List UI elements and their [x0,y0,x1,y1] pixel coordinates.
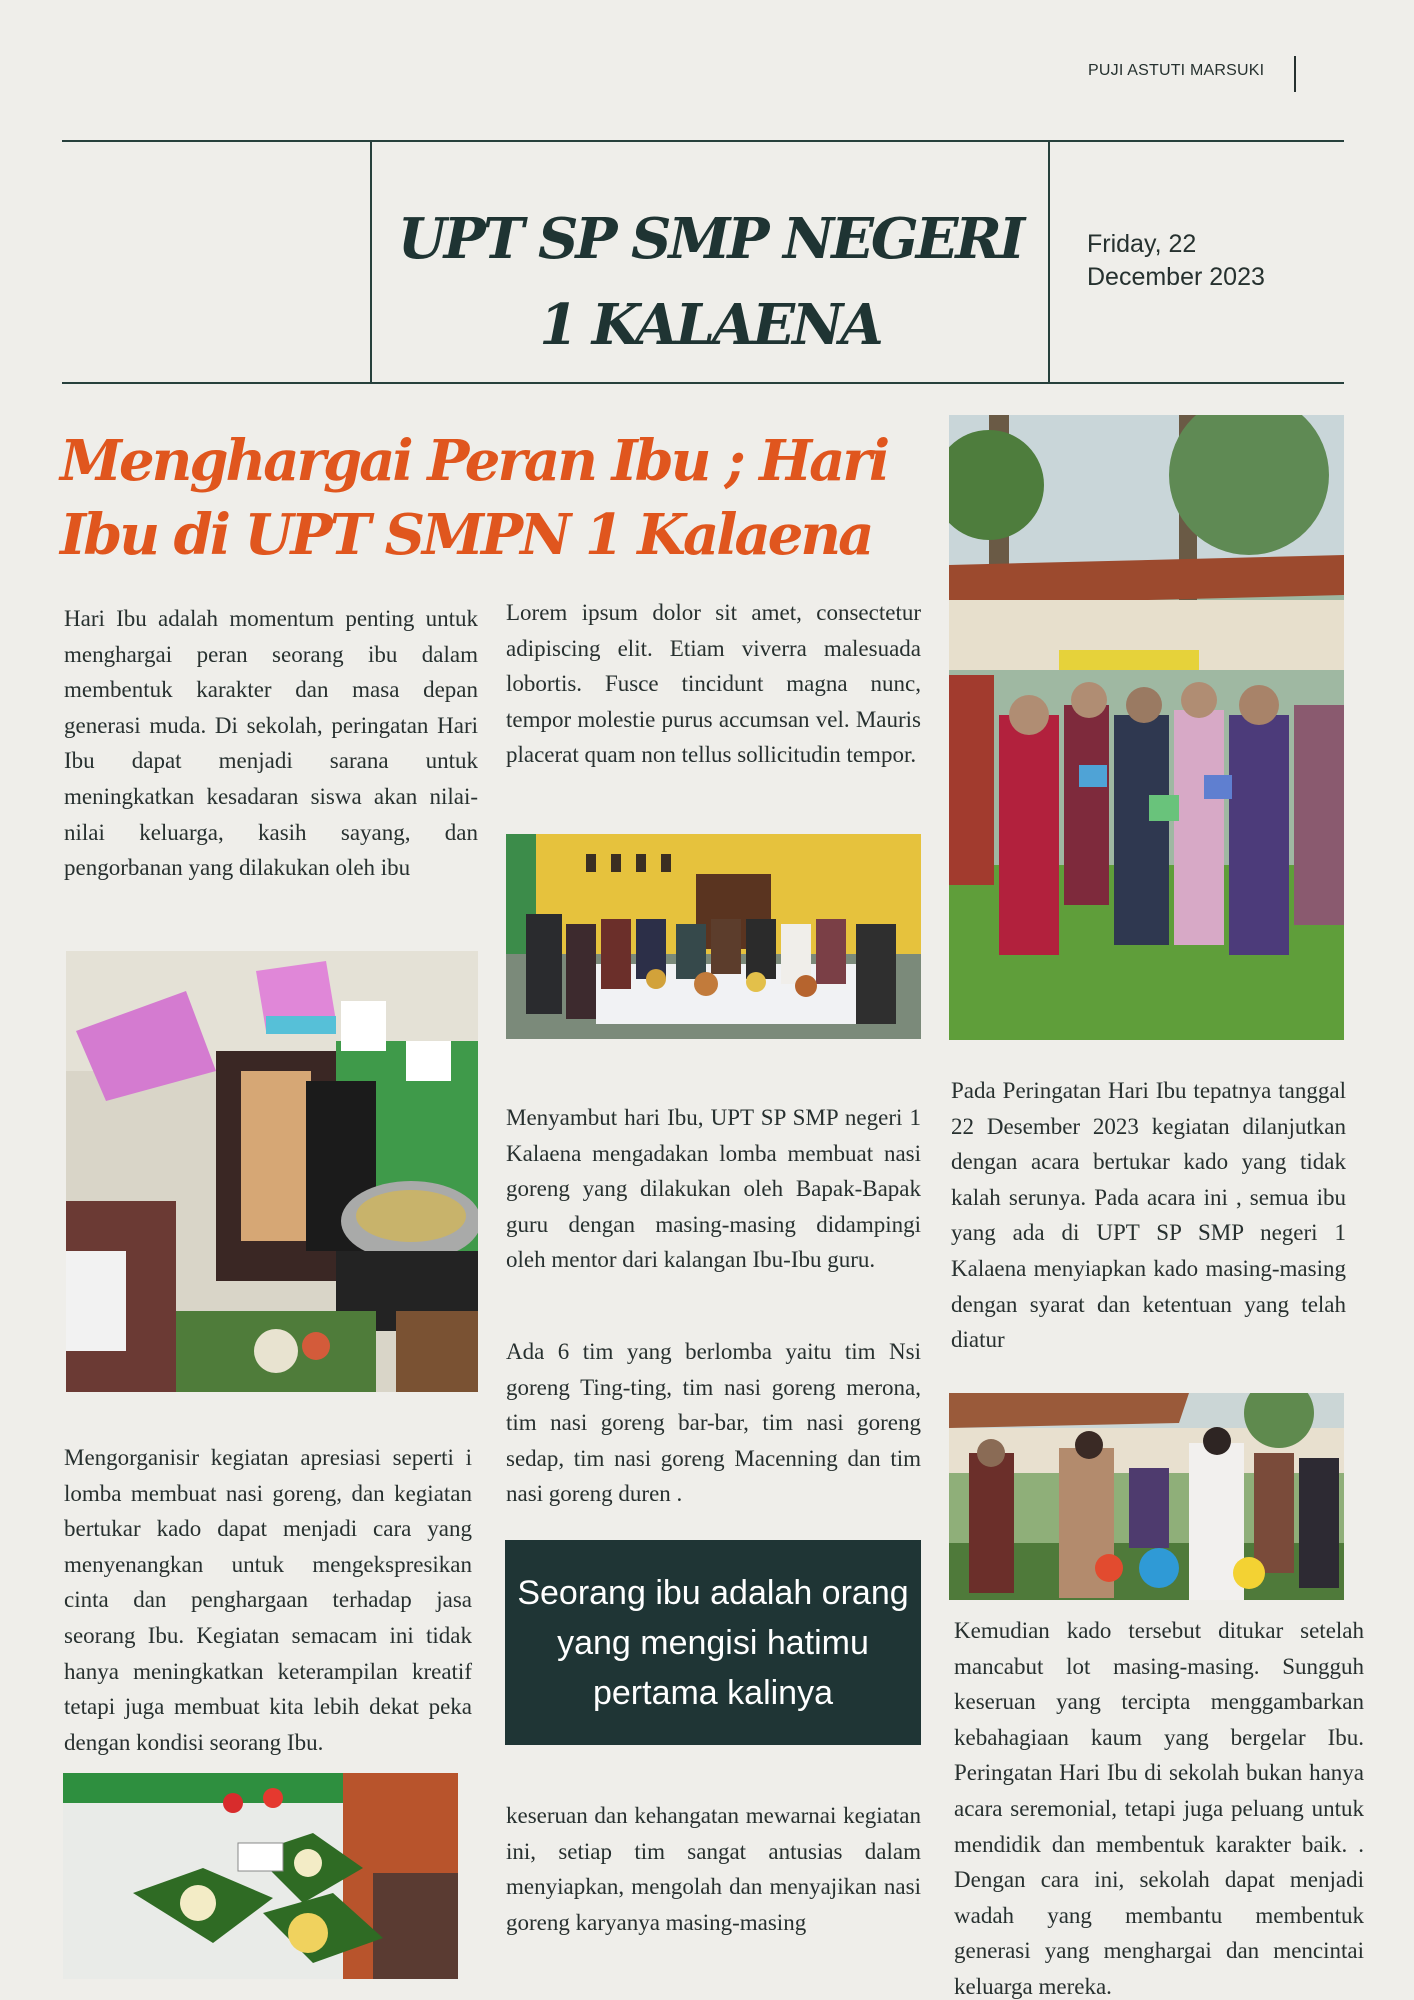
author-divider [1294,56,1296,92]
article-headline: Menghargai Peran Ibu ; Hari Ibu di UPT SMPN 1 Kalaena [60,428,888,568]
author-name: PUJI ASTUTI MARSUKI [1088,62,1265,79]
pull-quote [505,1540,921,1745]
masthead-bottom-rule [62,382,1344,384]
mothers-group-photo [949,415,1344,1040]
issue-date-month-year: December 2023 [1087,263,1265,291]
cooking-photo [66,951,478,1392]
pull-quote-text: Seorang ibu adalah orang yang mengisi hatimu pertama kalinya [517,1573,909,1712]
excitement-paragraph: keseruan dan kehangatan mewarnai kegiatan ini, setiap tim sangat antusias dalam menyiapkan, mengolah dan menyajikan nasi goreng karyanya masing-masing [506,1803,921,1935]
welcome-paragraph: Menyambut hari Ibu, UPT SP SMP negeri 1 Kalaena mengadakan lomba membuat nasi goreng yang dilakukan oleh Bapak-Bapak guru dengan masing-masing didampingi oleh mentor dari kalangan Ibu-Ibu guru. [506,1105,921,1273]
masthead-top-rule [62,140,1344,142]
masthead-title: UPT SP SMP NEGERI 1 KALAENA [397,206,1023,358]
food-display-photo [63,1773,458,1979]
issue-date-day: Friday, 22 [1087,230,1197,258]
issue-date [1087,228,1265,294]
organizing-paragraph: Mengorganisir kegiatan apresiasi seperti i lomba membuat nasi goreng, dan kegiatan bertukar kado dapat menjadi cara yang menyenangkan untuk mengekspresikan cinta dan penghargaan terhadap jasa seorang Ibu. Kegiatan semacam ini tidak hanya meningkatkan keterampilan kreatif tetapi juga membuat kita lebih dekat peka dengan kondisi seorang Ibu. [64,1445,472,1755]
gift-exchange-photo [949,1393,1344,1600]
intro-paragraph: Hari Ibu adalah momentum penting untuk menghargai peran seorang ibu dalam membentuk karakter dan masa depan generasi muda. Di sekolah, peringatan Hari Ibu dapat menjadi sarana untuk meningkatkan kesadaran siswa akan nilai-nilai keluarga, kasih sayang, dan pengorbanan yang dilakukan oleh ibu [64,606,478,881]
closing-paragraph: Kemudian kado tersebut ditukar setelah mancabut lot masing-masing. Sungguh keseruan yang tercipta menggambarkan kebahagiaan kaum yang bergelar Ibu. Peringatan Hari Ibu di sekolah bukan hanya acara seremonial, tetapi juga peluang untuk mendidik dan membentuk karakter baik. . Dengan cara ini, sekolah dapat menjadi wadah yang membantu membentuk generasi yang menghargai dan mencintai keluarga mereka. [954,1618,1364,1999]
cooking-teams-photo [506,834,921,1039]
masthead-right-divider [1048,141,1050,384]
gift-exchange-paragraph: Pada Peringatan Hari Ibu tepatnya tanggal 22 Desember 2023 kegiatan dilanjutkan dengan acara bertukar kado yang tidak kalah serunya. Pada acara ini , semua ibu yang ada di UPT SP SMP negeri 1 Kalaena menyiapkan kado masing-masing dengan syarat dan ketentuan yang telah diatur [951,1078,1346,1353]
lorem-paragraph: Lorem ipsum dolor sit amet, consectetur adipiscing elit. Etiam viverra malesuada lobortis. Fusce tincidunt magna nunc, tempor molestie purus accumsan vel. Mauris placerat quam non tellus sollicitudin tempor. [506,600,921,768]
teams-paragraph: Ada 6 tim yang berlomba yaitu tim Nsi goreng Ting-ting, tim nasi goreng merona, tim nasi goreng bar-bar, tim nasi goreng sedap, tim nasi goreng Macenning dan tim nasi goreng duren . [506,1339,921,1507]
